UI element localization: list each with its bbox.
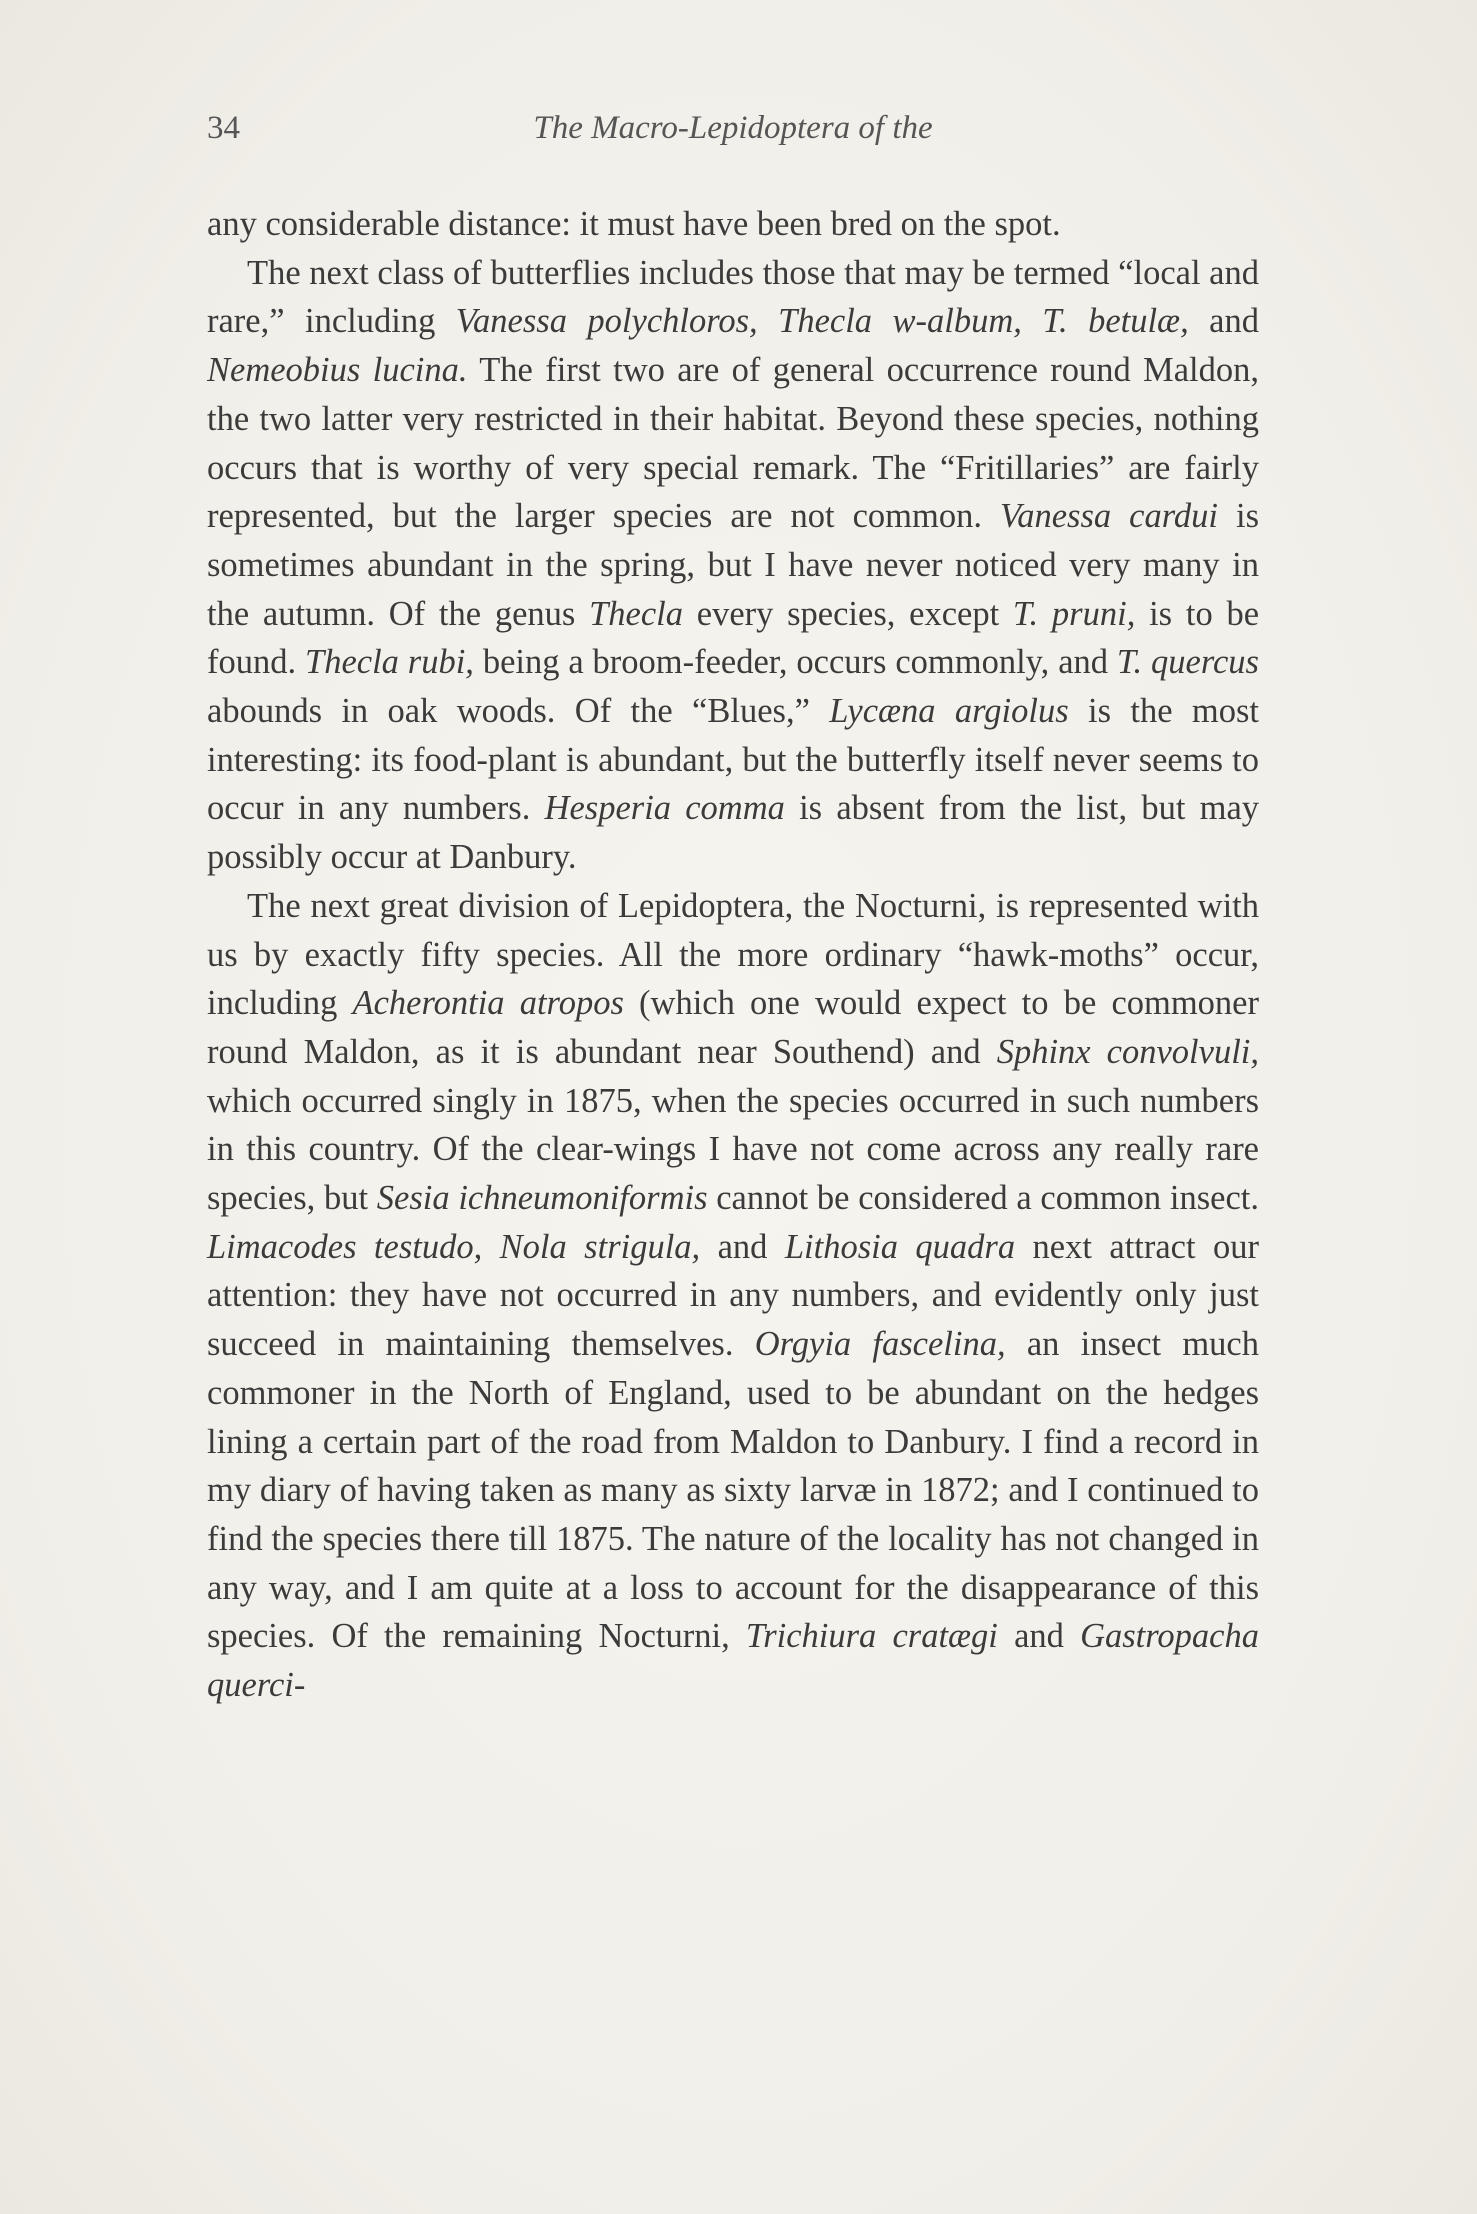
running-title: The Macro-Lepidoptera of the bbox=[533, 110, 933, 146]
species-name: T. quercus bbox=[1116, 643, 1259, 682]
text-run: abounds in oak woods. Of the “Blues,” bbox=[207, 692, 830, 731]
text-run: is the most interesting: its food-plant is abundant, but the butterfly itself never seems to occur in any numbers. bbox=[207, 692, 1259, 828]
text-run: The next great division of Lepidoptera, the Nocturni, is represented with us by exactly fifty species. All the more ordinary “hawk-moths” occur, including bbox=[207, 886, 1259, 1023]
paragraph-continued bbox=[207, 200, 1259, 249]
text-run: next attract our attention: they have not occurred in any numbers, and evidently only just succeed in maintaining themselves. bbox=[207, 1227, 1259, 1364]
species-name: Thecla rubi, bbox=[305, 643, 474, 682]
text-run: and bbox=[1188, 302, 1259, 341]
text-run: is to be found. bbox=[207, 594, 1260, 682]
species-name: T. pruni, bbox=[1012, 594, 1136, 633]
species-name: Orgyia fascelina, bbox=[754, 1325, 1006, 1364]
body-text bbox=[207, 200, 1259, 1710]
species-name: Vanessa polychloros, Thecla w-album, T. betulæ, bbox=[455, 302, 1189, 341]
text-run: The next class of butterflies includes those that may be termed “local and rare,” including bbox=[207, 253, 1259, 341]
text-run: cannot be considered a common insect. bbox=[707, 1179, 1259, 1218]
text-run: (which one would expect to be commoner round Maldon, as it is abundant near Southend) and bbox=[207, 984, 1259, 1071]
text-run: any considerable distance: it must have been bred on the spot. bbox=[207, 205, 1061, 243]
species-name: Limacodes testudo, Nola strigula, bbox=[207, 1227, 701, 1266]
text-run: which occurred singly in 1875, when the species occurred in such numbers in this country. Of the clear-wings I have not come across any really rare species, but bbox=[207, 1081, 1259, 1218]
text-run: and bbox=[700, 1227, 785, 1266]
species-name: Acherontia atropos bbox=[352, 984, 624, 1023]
text-run: an insect much commoner in the North of England, used to be abundant on the hedges lining a certain part of the road from Maldon to Danbury. I find a record in my diary of having taken as many as sixty larvæ in 1872; and I continued to find the species there till 1875. The nature of the locality has not changed in any way, and I am quite at a loss to account for the disappearance of this species. Of the remaining Nocturni, bbox=[207, 1325, 1259, 1656]
species-name: Vanessa cardui bbox=[999, 497, 1218, 536]
species-name: Lithosia quadra bbox=[784, 1227, 1016, 1266]
text-run: The first two are of general occurrence round Maldon, the two latter very restricted in their habitat. Beyond these species, nothing occurs that is worthy of very special remark. The “Fritillaries” are fairly represented, but the larger species are not common. bbox=[207, 351, 1259, 536]
page-number: 34 bbox=[207, 110, 240, 146]
text-run: and bbox=[997, 1617, 1081, 1656]
species-name: Trichiura cratægi bbox=[745, 1617, 998, 1656]
species-name: Sesia ichneumoniformis bbox=[376, 1179, 708, 1218]
page-header bbox=[207, 110, 1259, 150]
species-name: Lycæna argiolus bbox=[829, 692, 1069, 731]
species-name: Hesperia comma bbox=[544, 789, 785, 828]
text-run: is absent from the list, but may possibly occur at Danbury. bbox=[207, 789, 1260, 877]
text-run: is sometimes abundant in the spring, but I have never noticed very many in the autumn. Of the genus bbox=[207, 497, 1259, 633]
species-name: Gastropacha querci- bbox=[207, 1617, 1259, 1705]
species-name: Sphinx convolvuli, bbox=[996, 1032, 1259, 1071]
species-name: Nemeobius lucina. bbox=[207, 351, 468, 390]
text-run: being a broom-feeder, occurs commonly, and bbox=[473, 643, 1117, 682]
text-run: every species, except bbox=[683, 594, 1013, 633]
species-name: Thecla bbox=[589, 594, 683, 633]
paragraph-nocturni bbox=[207, 882, 1259, 1710]
paragraph-butterflies bbox=[207, 249, 1259, 882]
